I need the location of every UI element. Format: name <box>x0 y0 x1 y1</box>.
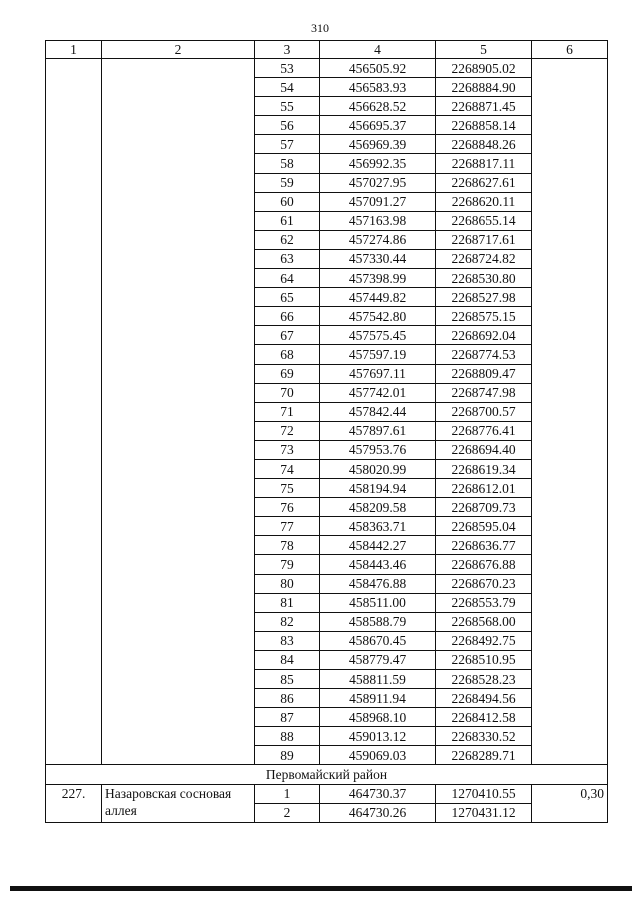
point-number-cell: 79 <box>255 555 320 574</box>
point-number-cell: 75 <box>255 479 320 498</box>
y-coordinate-cell: 2268494.56 <box>436 689 532 708</box>
point-number-cell: 63 <box>255 249 320 268</box>
point-number-cell: 88 <box>255 727 320 746</box>
x-coordinate-cell: 457091.27 <box>320 192 436 211</box>
y-coordinate-cell: 2268858.14 <box>436 116 532 135</box>
x-coordinate-cell: 458443.46 <box>320 555 436 574</box>
entry-name-line: аллея <box>105 802 137 818</box>
y-coordinate-cell: 2268553.79 <box>436 593 532 612</box>
point-number-cell: 83 <box>255 631 320 650</box>
y-coordinate-cell: 2268905.02 <box>436 59 532 78</box>
y-coordinate-cell: 2268776.41 <box>436 421 532 440</box>
header-cell: 2 <box>102 41 255 59</box>
y-coordinate-cell: 2268527.98 <box>436 288 532 307</box>
y-coordinate-cell: 2268510.95 <box>436 650 532 669</box>
point-number-cell: 87 <box>255 708 320 727</box>
x-coordinate-cell: 458476.88 <box>320 574 436 593</box>
point-number-cell: 66 <box>255 307 320 326</box>
point-number-cell: 73 <box>255 440 320 459</box>
point-number-cell: 61 <box>255 211 320 230</box>
x-coordinate-cell: 457542.80 <box>320 307 436 326</box>
y-coordinate-cell: 2268627.61 <box>436 173 532 192</box>
entry-value: 0,30 <box>532 784 608 822</box>
y-coordinate-cell: 2268724.82 <box>436 249 532 268</box>
y-coordinate-cell: 1270410.55 <box>436 784 532 803</box>
y-coordinate-cell: 2268530.80 <box>436 269 532 288</box>
x-coordinate-cell: 457330.44 <box>320 249 436 268</box>
point-number-cell: 59 <box>255 173 320 192</box>
x-coordinate-cell: 456695.37 <box>320 116 436 135</box>
x-coordinate-cell: 456583.93 <box>320 78 436 97</box>
y-coordinate-cell: 2268612.01 <box>436 479 532 498</box>
col6-empty-cell <box>532 59 608 765</box>
x-coordinate-cell: 458911.94 <box>320 689 436 708</box>
x-coordinate-cell: 456992.35 <box>320 154 436 173</box>
point-number-cell: 82 <box>255 612 320 631</box>
header-row <box>46 41 608 59</box>
point-number-cell: 74 <box>255 459 320 478</box>
y-coordinate-cell: 2268747.98 <box>436 383 532 402</box>
point-number-cell: 81 <box>255 593 320 612</box>
x-coordinate-cell: 458779.47 <box>320 650 436 669</box>
point-number-cell: 55 <box>255 97 320 116</box>
x-coordinate-cell: 458442.27 <box>320 536 436 555</box>
entry-name <box>102 784 255 822</box>
y-coordinate-cell: 2268774.53 <box>436 345 532 364</box>
page-number: 310 <box>311 21 329 35</box>
point-number-cell: 64 <box>255 269 320 288</box>
y-coordinate-cell: 2268289.71 <box>436 746 532 765</box>
entry-name-line: Назаровская сосновая <box>105 785 232 801</box>
point-number-cell: 57 <box>255 135 320 154</box>
point-number-cell: 1 <box>255 784 320 803</box>
y-coordinate-cell: 2268595.04 <box>436 517 532 536</box>
x-coordinate-cell: 458194.94 <box>320 479 436 498</box>
y-coordinate-cell: 2268655.14 <box>436 211 532 230</box>
x-coordinate-cell: 457697.11 <box>320 364 436 383</box>
y-coordinate-cell: 2268692.04 <box>436 326 532 345</box>
y-coordinate-cell: 2268884.90 <box>436 78 532 97</box>
y-coordinate-cell: 2268670.23 <box>436 574 532 593</box>
y-coordinate-cell: 2268809.47 <box>436 364 532 383</box>
x-coordinate-cell: 456969.39 <box>320 135 436 154</box>
header-cell: 6 <box>532 41 608 59</box>
point-number-cell: 80 <box>255 574 320 593</box>
point-number-cell: 70 <box>255 383 320 402</box>
x-coordinate-cell: 457597.19 <box>320 345 436 364</box>
point-number-cell: 77 <box>255 517 320 536</box>
y-coordinate-cell: 2268619.34 <box>436 459 532 478</box>
section-row <box>46 765 608 784</box>
y-coordinate-cell: 2268575.15 <box>436 307 532 326</box>
y-coordinate-cell: 2268636.77 <box>436 536 532 555</box>
footer-rule <box>10 886 632 891</box>
y-coordinate-cell: 2268676.88 <box>436 555 532 574</box>
x-coordinate-cell: 464730.37 <box>320 784 436 803</box>
x-coordinate-cell: 457742.01 <box>320 383 436 402</box>
y-coordinate-cell: 2268709.73 <box>436 498 532 517</box>
y-coordinate-cell: 2268528.23 <box>436 670 532 689</box>
point-number-cell: 76 <box>255 498 320 517</box>
entry-row <box>46 784 608 803</box>
x-coordinate-cell: 464730.26 <box>320 803 436 822</box>
header-cell: 5 <box>436 41 532 59</box>
x-coordinate-cell: 457027.95 <box>320 173 436 192</box>
point-number-cell: 56 <box>255 116 320 135</box>
x-coordinate-cell: 459069.03 <box>320 746 436 765</box>
x-coordinate-cell: 457897.61 <box>320 421 436 440</box>
point-number-cell: 71 <box>255 402 320 421</box>
x-coordinate-cell: 457575.45 <box>320 326 436 345</box>
x-coordinate-cell: 458511.00 <box>320 593 436 612</box>
point-number-cell: 72 <box>255 421 320 440</box>
y-coordinate-cell: 2268717.61 <box>436 230 532 249</box>
y-coordinate-cell: 2268620.11 <box>436 192 532 211</box>
y-coordinate-cell: 1270431.12 <box>436 803 532 822</box>
x-coordinate-cell: 458968.10 <box>320 708 436 727</box>
y-coordinate-cell: 2268871.45 <box>436 97 532 116</box>
point-number-cell: 78 <box>255 536 320 555</box>
x-coordinate-cell: 457953.76 <box>320 440 436 459</box>
point-number-cell: 58 <box>255 154 320 173</box>
point-number-cell: 62 <box>255 230 320 249</box>
x-coordinate-cell: 456628.52 <box>320 97 436 116</box>
x-coordinate-cell: 458670.45 <box>320 631 436 650</box>
y-coordinate-cell: 2268492.75 <box>436 631 532 650</box>
section-title: Первомайский район <box>46 765 608 784</box>
point-number-cell: 89 <box>255 746 320 765</box>
col2-empty-cell <box>102 59 255 765</box>
point-number-cell: 53 <box>255 59 320 78</box>
x-coordinate-cell: 458020.99 <box>320 459 436 478</box>
point-number-cell: 2 <box>255 803 320 822</box>
y-coordinate-cell: 2268848.26 <box>436 135 532 154</box>
x-coordinate-cell: 457398.99 <box>320 269 436 288</box>
x-coordinate-cell: 458209.58 <box>320 498 436 517</box>
point-number-cell: 60 <box>255 192 320 211</box>
entry-number: 227. <box>46 784 102 822</box>
x-coordinate-cell: 457163.98 <box>320 211 436 230</box>
y-coordinate-cell: 2268412.58 <box>436 708 532 727</box>
x-coordinate-cell: 457842.44 <box>320 402 436 421</box>
coordinates-table <box>45 40 608 823</box>
x-coordinate-cell: 457449.82 <box>320 288 436 307</box>
x-coordinate-cell: 459013.12 <box>320 727 436 746</box>
x-coordinate-cell: 457274.86 <box>320 230 436 249</box>
point-number-cell: 67 <box>255 326 320 345</box>
x-coordinate-cell: 458363.71 <box>320 517 436 536</box>
header-cell: 3 <box>255 41 320 59</box>
x-coordinate-cell: 458811.59 <box>320 670 436 689</box>
point-number-cell: 65 <box>255 288 320 307</box>
x-coordinate-cell: 456505.92 <box>320 59 436 78</box>
header-cell: 1 <box>46 41 102 59</box>
y-coordinate-cell: 2268694.40 <box>436 440 532 459</box>
col1-empty-cell <box>46 59 102 765</box>
y-coordinate-cell: 2268568.00 <box>436 612 532 631</box>
point-number-cell: 68 <box>255 345 320 364</box>
point-number-cell: 84 <box>255 650 320 669</box>
y-coordinate-cell: 2268330.52 <box>436 727 532 746</box>
point-number-cell: 86 <box>255 689 320 708</box>
point-number-cell: 69 <box>255 364 320 383</box>
y-coordinate-cell: 2268700.57 <box>436 402 532 421</box>
x-coordinate-cell: 458588.79 <box>320 612 436 631</box>
point-number-cell: 54 <box>255 78 320 97</box>
point-number-cell: 85 <box>255 670 320 689</box>
header-cell: 4 <box>320 41 436 59</box>
table-row <box>46 59 608 78</box>
y-coordinate-cell: 2268817.11 <box>436 154 532 173</box>
